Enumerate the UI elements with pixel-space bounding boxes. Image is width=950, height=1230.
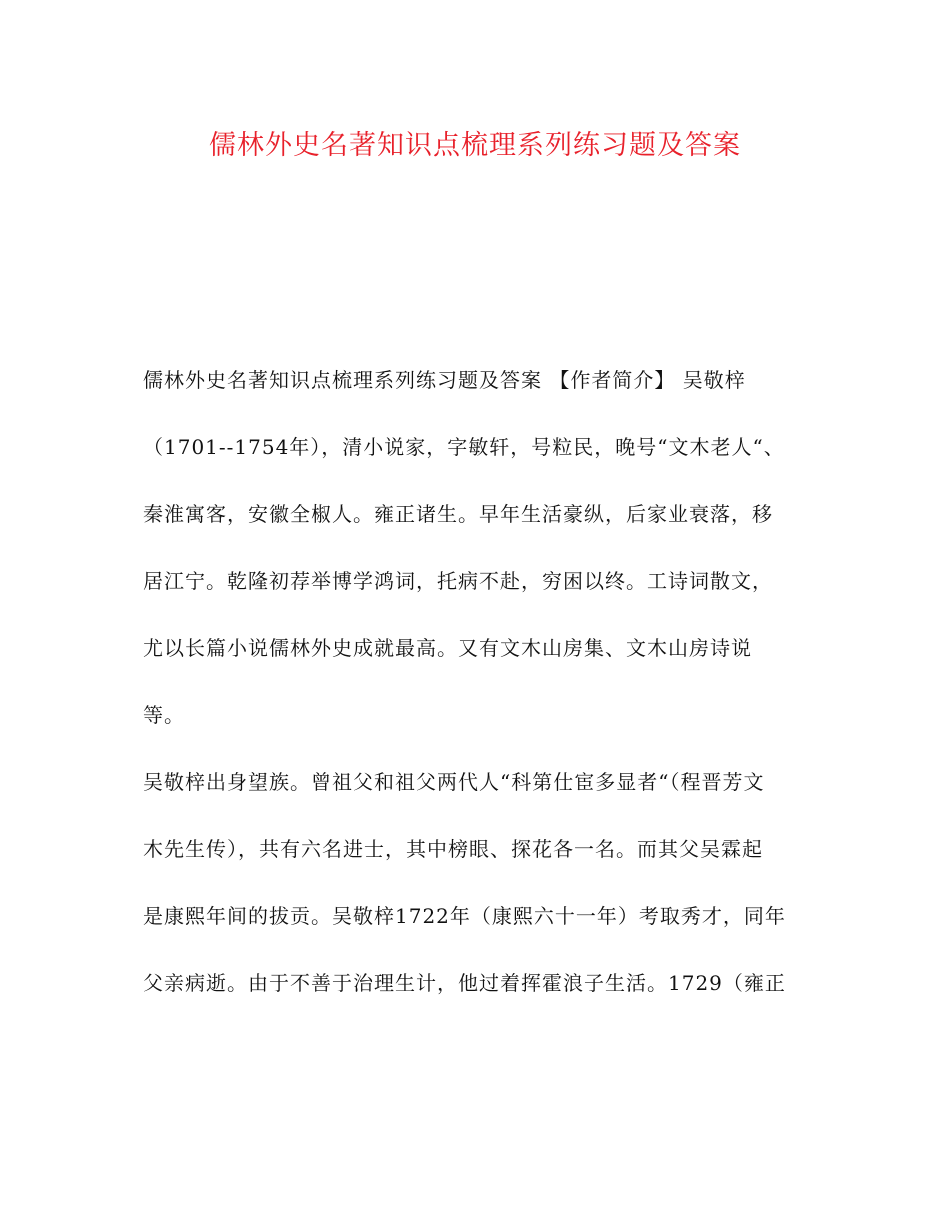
- body-line: 秦淮寓客，安徽全椒人。雍正诸生。早年生活豪纵，后家业衰落，移: [143, 502, 773, 526]
- body-line: 儒林外史名著知识点梳理系列练习题及答案 【作者简介】 吴敬梓: [143, 368, 746, 392]
- body-line: 木先生传），共有六名进士，其中榜眼、探花各一名。而其父吴霖起: [143, 837, 763, 861]
- body-line: （1701--1754年），清小说家，字敏轩，号粒民，晚号“文木老人“、: [143, 435, 785, 459]
- document-title: 儒林外史名著知识点梳理系列练习题及答案: [209, 130, 741, 161]
- body-line: 尤以长篇小说儒林外史成就最高。又有文木山房集、文木山房诗说: [143, 636, 752, 660]
- body-line: 是康熙年间的拔贡。吴敬梓1722年（康熙六十一年）考取秀才，同年: [143, 904, 786, 928]
- body-line: 父亲病逝。由于不善于治理生计，他过着挥霍浪子生活。1729（雍正: [143, 971, 786, 995]
- body-line: 等。: [143, 703, 185, 727]
- body-line: 吴敬梓出身望族。曾祖父和祖父两代人“科第仕宦多显者“（程晋芳文: [143, 770, 765, 794]
- document-body: [143, 360, 823, 1030]
- body-line: 居江宁。乾隆初荐举博学鸿词，托病不赴，穷困以终。工诗词散文，: [143, 569, 773, 593]
